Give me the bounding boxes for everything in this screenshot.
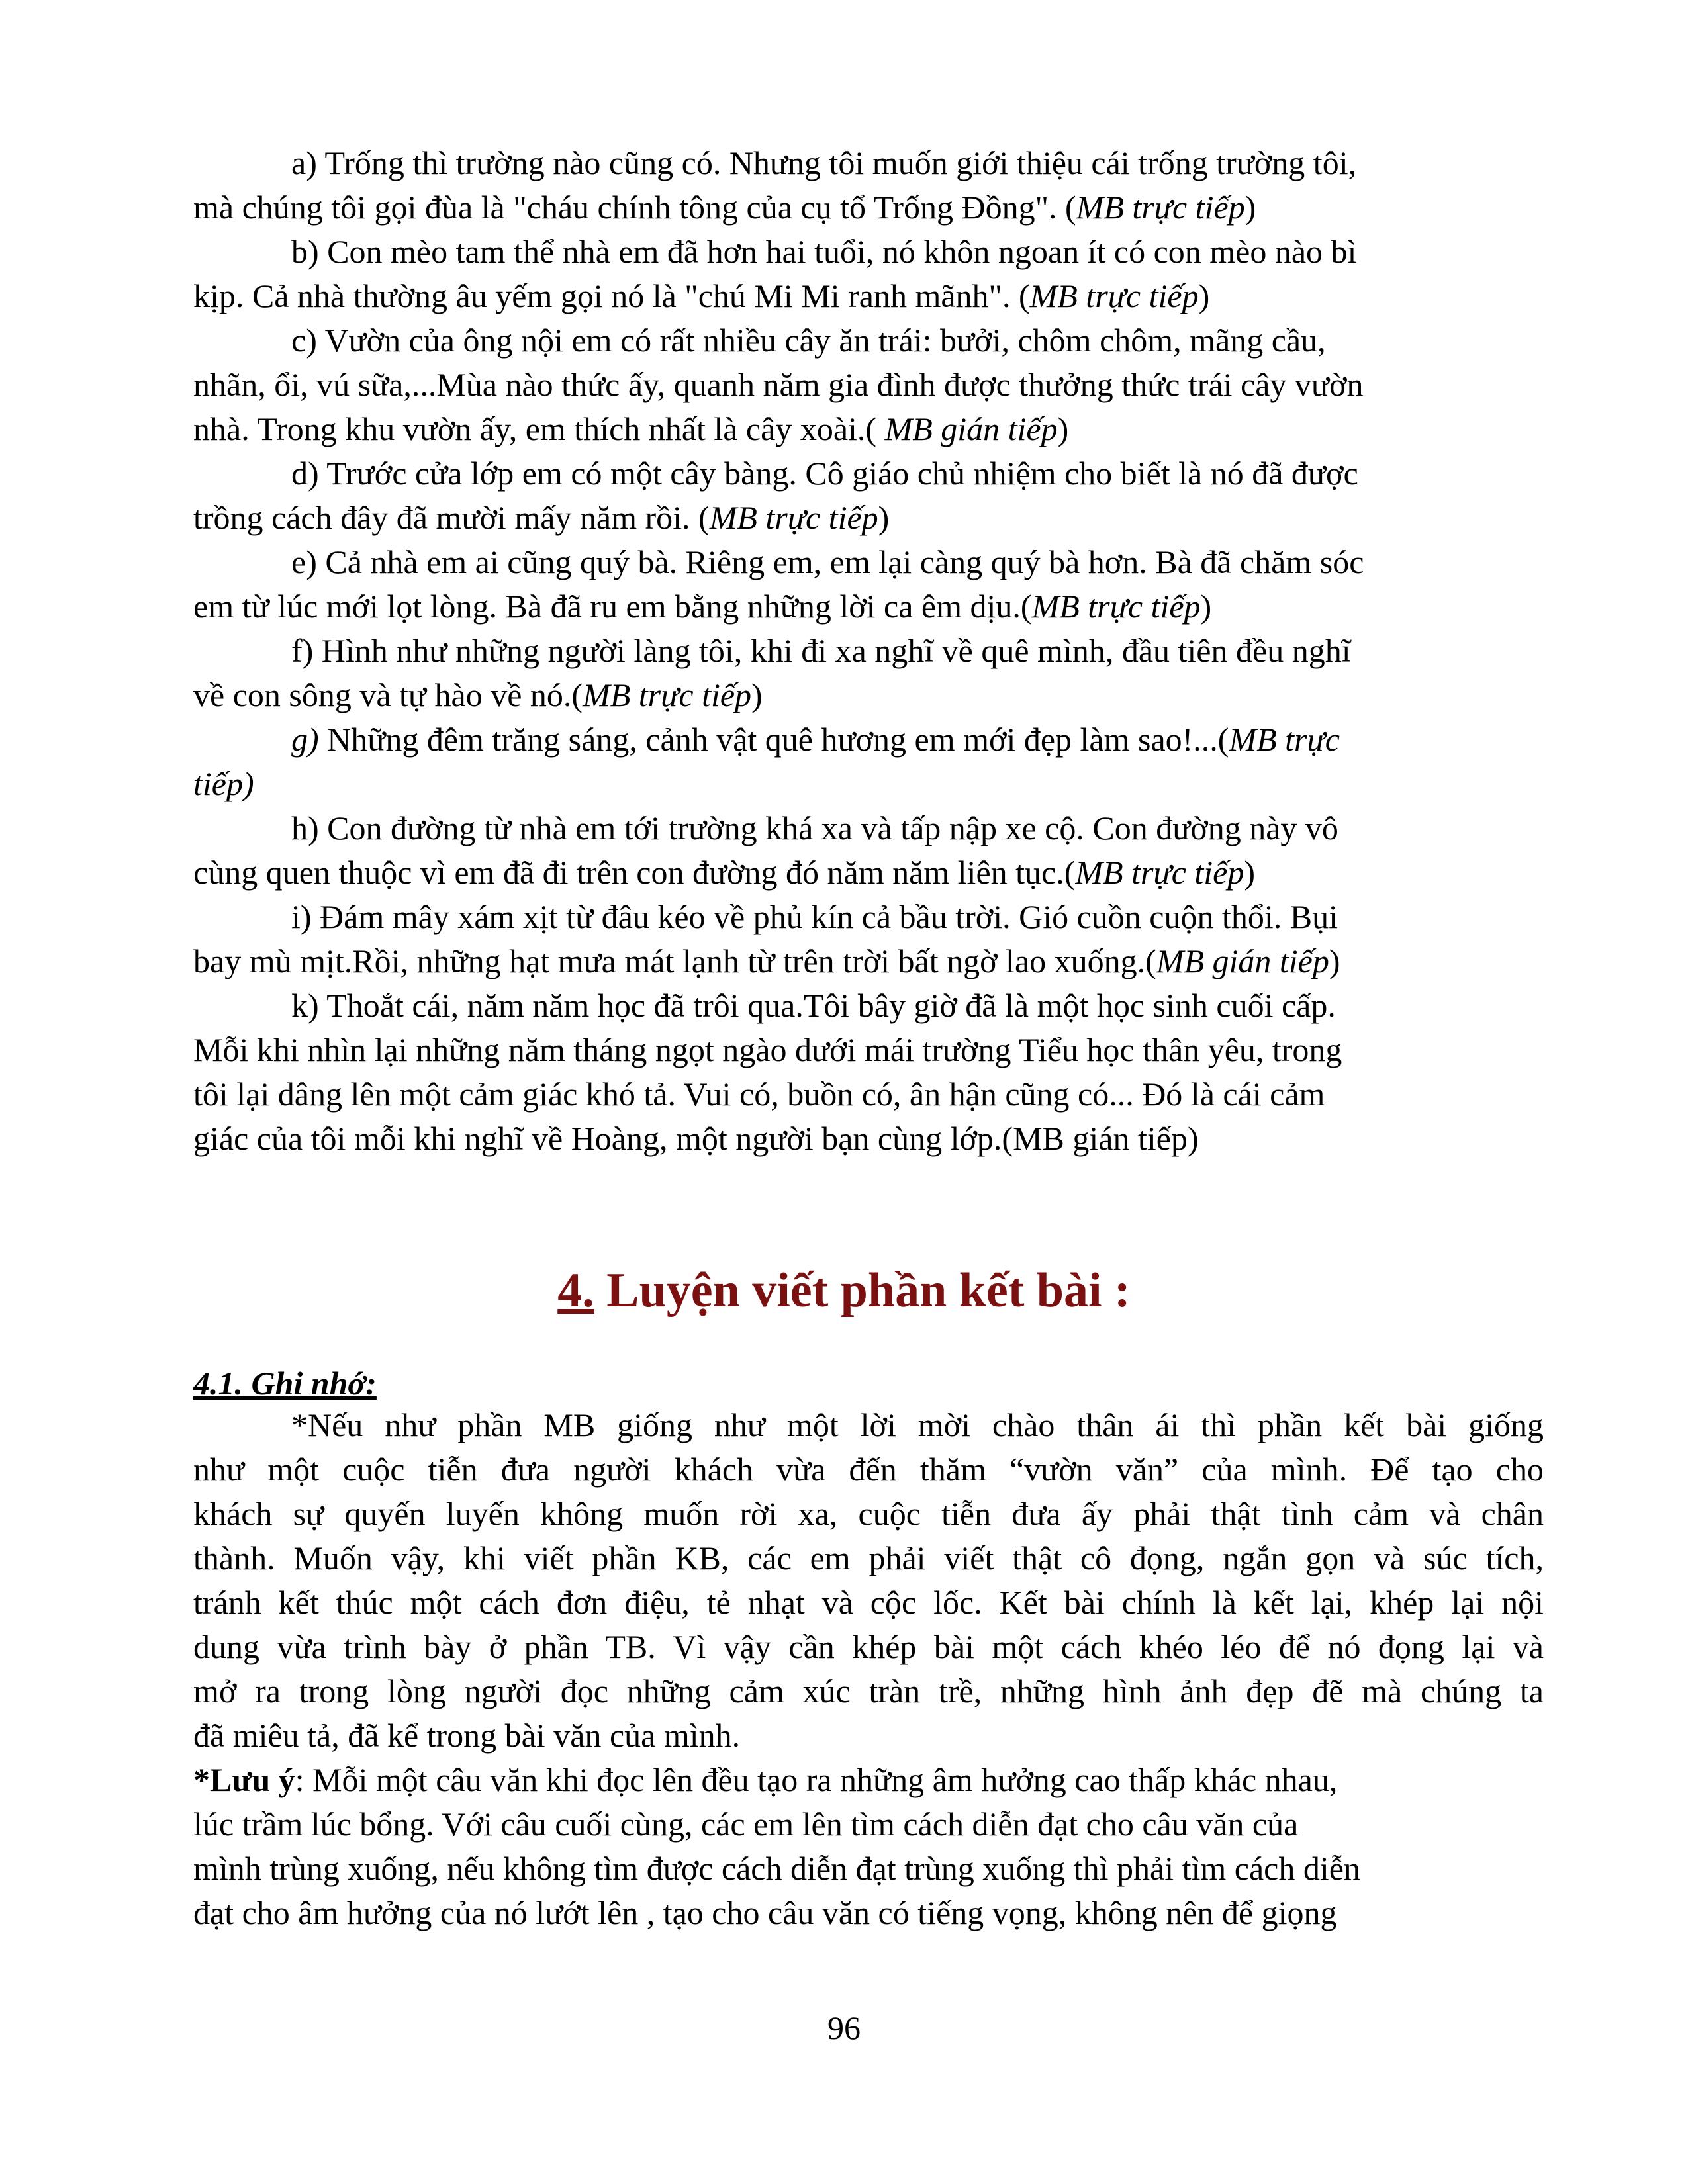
example-h-line-2: cùng quen thuộc vì em đã đi trên con đường đó năm năm liên tục.(MB trực tiếp): [193, 854, 1256, 891]
para-line-7: mở ra trong lòng người đọc những cảm xúc tràn trề, những hình ảnh đẹp đẽ mà chúng ta: [193, 1672, 1544, 1709]
example-e-line-2: em từ lúc mới lọt lòng. Bà đã ru em bằng những lời ca êm dịu.(MB trực tiếp): [193, 588, 1212, 625]
example-c-line-2: nhãn, ổi, vú sữa,...Mùa nào thức ấy, quanh năm gia đình được thưởng thức trái cây vườn: [193, 366, 1364, 403]
example-a-line-2: mà chúng tôi gọi đùa là "cháu chính tông của cụ tổ Trống Đồng". (MB trực tiếp): [193, 189, 1256, 226]
note-paragraph: [193, 1758, 1544, 1935]
example-h-tag: MB trực tiếp: [1075, 854, 1244, 891]
remember-paragraph: [193, 1403, 1544, 1758]
para-line-6: dung vừa trình bày ở phần TB. Vì vậy cần khép bài một cách khéo léo để nó đọng lại và: [193, 1628, 1544, 1665]
example-f-line-1: f) Hình như những người làng tôi, khi đi xa nghĩ về quê mình, đầu tiên đều nghĩ: [291, 632, 1351, 669]
examples-list: [193, 141, 1544, 1161]
para-line-5: tránh kết thúc một cách đơn điệu, tẻ nhạt và cộc lốc. Kết bài chính là kết lại, khép lại nội: [193, 1584, 1544, 1621]
note-label: *Lưu ý: [193, 1761, 295, 1798]
para-line-3: khách sự quyến luyến không muốn rời xa, cuộc tiễn đưa ấy phải thật tình cảm và chân: [193, 1495, 1544, 1532]
para-line-8: đã miêu tả, đã kể trong bài văn của mình.: [193, 1717, 741, 1754]
example-c-line-1: c) Vườn của ông nội em có rất nhiều cây ăn trái: bưởi, chôm chôm, mãng cầu,: [291, 322, 1326, 359]
example-i-line-2: bay mù mịt.Rồi, những hạt mưa mát lạnh từ trên trời bất ngờ lao xuống.(MB gián tiếp): [193, 942, 1340, 979]
note-line-2: lúc trầm lúc bổng. Với câu cuối cùng, các em lên tìm cách diễn đạt cho câu văn của: [193, 1805, 1299, 1843]
example-i-tag: MB gián tiếp: [1156, 942, 1329, 979]
example-d-line-2: trồng cách đây đã mười mấy năm rồi. (MB trực tiếp): [193, 499, 890, 536]
subsection-label: 4.1. Ghi nhớ:: [193, 1365, 377, 1402]
example-f-line-2: về con sông và tự hào về nó.(MB trực tiếp): [193, 676, 763, 713]
note-line-1: *Lưu ý: Mỗi một câu văn khi đọc lên đều tạo ra những âm hưởng cao thấp khác nhau,: [193, 1761, 1338, 1798]
example-d-tag: MB trực tiếp: [709, 499, 878, 536]
example-k-line-1: k) Thoắt cái, năm năm học đã trôi qua.Tôi bây giờ đã là một học sinh cuối cấp.: [291, 987, 1336, 1024]
page-number: 96: [827, 2009, 861, 2046]
example-e-tag: MB trực tiếp: [1031, 588, 1201, 625]
example-e-line-1: e) Cả nhà em ai cũng quý bà. Riêng em, em lại càng quý bà hơn. Bà đã chăm sóc: [291, 543, 1364, 580]
example-k-line-4: giác của tôi mỗi khi nghĩ về Hoàng, một người bạn cùng lớp.(MB gián tiếp): [193, 1120, 1199, 1157]
para-line-4: thành. Muốn vậy, khi viết phần KB, các em phải viết thật cô đọng, ngắn gọn và súc tích,: [193, 1539, 1544, 1576]
example-c-tag: MB gián tiếp: [884, 410, 1058, 447]
example-h-line-1: h) Con đường từ nhà em tới trường khá xa và tấp nập xe cộ. Con đường này vô: [291, 809, 1338, 846]
example-g-line-2: tiếp): [193, 765, 254, 802]
example-k-line-2: Mỗi khi nhìn lại những năm tháng ngọt ngào dưới mái trường Tiểu học thân yêu, trong: [193, 1031, 1342, 1068]
example-b-tag: MB trực tiếp: [1029, 277, 1199, 314]
example-i-line-1: i) Đám mây xám xịt từ đâu kéo về phủ kín cả bầu trời. Gió cuồn cuộn thổi. Bụi: [291, 898, 1338, 935]
para-line-1: *Nếu như phần MB giống như một lời mời chào thân ái thì phần kết bài giống: [291, 1406, 1544, 1443]
example-g-line-1: g) Những đêm trăng sáng, cảnh vật quê hương em mới đẹp làm sao!...(MB trực: [291, 721, 1340, 758]
note-line-4: đạt cho âm hưởng của nó lướt lên , tạo cho câu văn có tiếng vọng, không nên để giọng: [193, 1894, 1337, 1931]
example-f-tag: MB trực tiếp: [583, 676, 752, 713]
example-g-tag: MB trực: [1229, 721, 1340, 758]
example-a-tag: MB trực tiếp: [1076, 189, 1245, 226]
note-line-3: mình trùng xuống, nếu không tìm được cách diễn đạt trùng xuống thì phải tìm cách diễn: [193, 1850, 1360, 1887]
para-line-2: như một cuộc tiễn đưa người khách vừa đến thăm “vườn văn” của mình. Để tạo cho: [193, 1451, 1544, 1488]
section-heading: [0, 1261, 1688, 1320]
example-b-line-2: kịp. Cả nhà thường âu yếm gọi nó là "chú Mi Mi ranh mãnh". (MB trực tiếp): [193, 277, 1210, 314]
example-d-line-1: d) Trước cửa lớp em có một cây bàng. Cô giáo chủ nhiệm cho biết là nó đã được: [291, 455, 1358, 492]
example-k-line-3: tôi lại dâng lên một cảm giác khó tả. Vui có, buồn có, ân hận cũng có... Đó là cái cảm: [193, 1075, 1325, 1113]
example-a-line-1: a) Trống thì trường nào cũng có. Nhưng tôi muốn giới thiệu cái trống trường tôi,: [291, 144, 1357, 181]
example-c-line-3: nhà. Trong khu vườn ấy, em thích nhất là cây xoài.( MB gián tiếp): [193, 410, 1069, 447]
section-title: Luyện viết phần kết bài :: [594, 1263, 1131, 1318]
section-number: 4.: [557, 1263, 594, 1318]
example-b-line-1: b) Con mèo tam thể nhà em đã hơn hai tuổi, nó khôn ngoan ít có con mèo nào bì: [291, 233, 1357, 270]
